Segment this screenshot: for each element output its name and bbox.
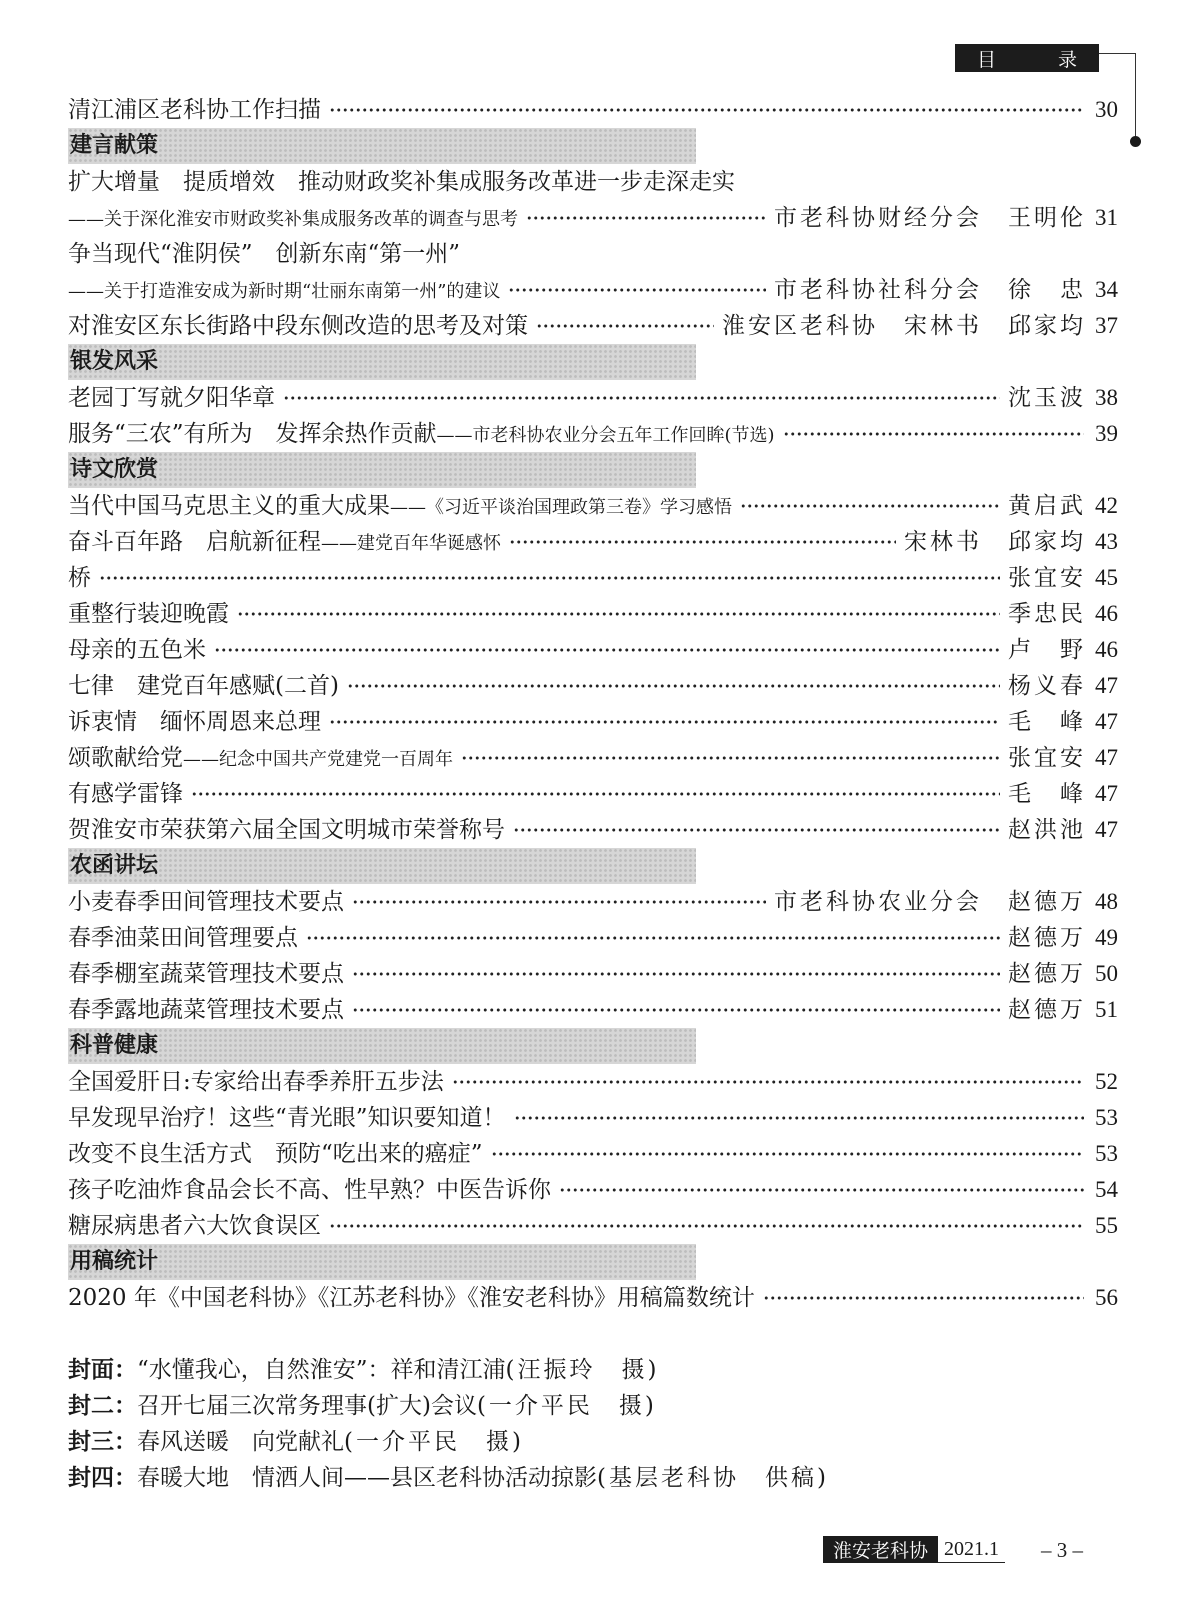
- entry-author: 赵洪池: [1008, 817, 1086, 843]
- entry-title-text: 老园丁写就夕阳华章: [68, 385, 275, 411]
- entry-author: 张宜安: [1008, 565, 1086, 591]
- toc-entry[interactable]: [68, 380, 1118, 416]
- toc-entry[interactable]: [68, 308, 1118, 344]
- entry-page: 45: [1095, 565, 1118, 590]
- header-bracket-line: [1099, 53, 1136, 54]
- entry-title-text: 扩大增量 提质增效 推动财政奖补集成服务改革进一步走深走实: [68, 169, 735, 195]
- entry-title-text: 春季油菜田间管理要点: [68, 925, 298, 951]
- entry-title-text: 七律 建党百年感赋(二首): [68, 673, 339, 699]
- toc-entry[interactable]: [68, 200, 1118, 236]
- entry-page: 47: [1095, 817, 1118, 842]
- leader-dots: [509, 537, 896, 547]
- entry-author: 市老科协农业分会 赵德万: [774, 889, 1086, 915]
- entry-page: 47: [1095, 745, 1118, 770]
- toc-entry[interactable]: [68, 1280, 1118, 1316]
- leader-dots: [536, 321, 714, 331]
- leader-dots: [461, 753, 1000, 763]
- entry-subtitle: ——纪念中国共产党建党一百周年: [183, 749, 453, 770]
- entry-page: 48: [1095, 889, 1118, 914]
- entry-title-text: 桥: [68, 565, 91, 591]
- entry-author: 赵德万: [1008, 925, 1086, 951]
- entry-author: 张宜安: [1008, 745, 1086, 771]
- entry-author: 宋林书 邱家均: [904, 529, 1086, 555]
- toc-entry[interactable]: [68, 560, 1118, 596]
- toc-entry[interactable]: [68, 812, 1118, 848]
- entry-page: 52: [1095, 1069, 1118, 1094]
- entry-page: 53: [1095, 1141, 1118, 1166]
- entry-title: [68, 1064, 444, 1100]
- leader-dots: [352, 1005, 1000, 1015]
- header-char-left: 目: [977, 48, 997, 71]
- entry-page: 49: [1095, 925, 1118, 950]
- entry-page: 47: [1095, 673, 1118, 698]
- entry-page: 34: [1095, 277, 1118, 302]
- entry-subtitle: ——建党百年华诞感怀: [321, 533, 501, 554]
- section-heading: 诗文欣赏: [68, 452, 696, 488]
- leader-dots: [559, 1185, 1084, 1195]
- entry-title-text: 改变不良生活方式 预防“吃出来的癌症”: [68, 1141, 483, 1167]
- leader-dots: [237, 609, 1000, 619]
- toc-entry[interactable]: [68, 956, 1118, 992]
- leader-dots: [99, 573, 1000, 583]
- entry-title-text: 春季露地蔬菜管理技术要点: [68, 997, 344, 1023]
- entry-title: [68, 920, 298, 956]
- leader-dots: [329, 1221, 1084, 1231]
- toc-entry[interactable]: [68, 164, 1118, 200]
- entry-title: [68, 596, 229, 632]
- toc-entry[interactable]: [68, 596, 1118, 632]
- header-bracket-drop: [1135, 53, 1136, 141]
- entry-title: [68, 236, 460, 272]
- entry-page: 46: [1095, 637, 1118, 662]
- entry-author: 沈玉波: [1008, 385, 1086, 411]
- toc-entry[interactable]: [68, 1208, 1118, 1244]
- toc-entry[interactable]: [68, 704, 1118, 740]
- leader-dots: [468, 249, 1084, 259]
- entry-author: 赵德万: [1008, 997, 1086, 1023]
- entry-author: 黄启武: [1008, 493, 1086, 519]
- toc-entry[interactable]: [68, 668, 1118, 704]
- cover-text: 春风送暖 向党献礼: [137, 1429, 344, 1455]
- toc-header-label: [955, 44, 1099, 72]
- entry-page: 56: [1095, 1285, 1118, 1310]
- entry-author: 赵德万: [1008, 961, 1086, 987]
- entry-page: 47: [1095, 781, 1118, 806]
- toc-entry[interactable]: [68, 1064, 1118, 1100]
- entry-title: [68, 704, 321, 740]
- cover-caption: [68, 1424, 1118, 1460]
- header-char-right: 录: [1057, 48, 1077, 71]
- entry-title-text: 重整行装迎晚霞: [68, 601, 229, 627]
- toc-entry[interactable]: [68, 632, 1118, 668]
- leader-dots: [763, 1293, 1084, 1303]
- cover-label: 封三：: [68, 1429, 137, 1455]
- leader-dots: [452, 1077, 1084, 1087]
- leader-dots: [352, 969, 1000, 979]
- leader-dots: [740, 501, 1000, 511]
- leader-dots: [508, 285, 766, 295]
- entry-page: 55: [1095, 1213, 1118, 1238]
- page-number: – 3 –: [1041, 1538, 1083, 1562]
- cover-text: “水懂我心，自然淮安”：祥和清江浦: [137, 1357, 506, 1383]
- entry-title: [68, 308, 528, 344]
- section-heading: 用稿统计: [68, 1244, 696, 1280]
- cover-text: 召开七届三次常务理事(扩大)会议: [137, 1393, 477, 1419]
- leader-dots: [743, 177, 1084, 187]
- entry-title: [68, 380, 275, 416]
- cover-label: 封面：: [68, 1357, 137, 1383]
- cover-label: 封二：: [68, 1393, 137, 1419]
- entry-title: [68, 92, 321, 128]
- entry-page: 43: [1095, 529, 1118, 554]
- entry-title-text: 有感学雷锋: [68, 781, 183, 807]
- entry-page: 37: [1095, 313, 1118, 338]
- entry-title-text: 2020 年《中国老科协》《江苏老科协》《淮安老科协》用稿篇数统计: [68, 1285, 755, 1311]
- entry-author: 淮安区老科协 宋林书 邱家均: [722, 313, 1086, 339]
- issue-number: 2021.1: [938, 1536, 1005, 1563]
- cover-credit: (一介平民 摄): [476, 1393, 657, 1419]
- toc-entry[interactable]: [68, 884, 1118, 920]
- entry-title: [68, 812, 505, 848]
- entry-title: [68, 272, 500, 310]
- entry-author: 毛 峰: [1008, 781, 1086, 807]
- entry-title-text: 争当现代“淮阴侯” 创新东南“第一州”: [68, 241, 461, 267]
- leader-dots: [329, 105, 1084, 115]
- leader-dots: [347, 681, 1000, 691]
- entry-title-text: 孩子吃油炸食品会长不高、性早熟？中医告诉你: [68, 1177, 551, 1203]
- leader-dots: [214, 645, 1000, 655]
- entry-title-text: 小麦春季田间管理技术要点: [68, 889, 344, 915]
- entry-page: 42: [1095, 493, 1118, 518]
- entry-subtitle: ——市老科协农业分会五年工作回眸(节选): [436, 425, 775, 446]
- table-of-contents: [68, 92, 1118, 1496]
- cover-caption: [68, 1388, 1118, 1424]
- entry-title: [68, 956, 344, 992]
- leader-dots: [526, 213, 766, 223]
- entry-author: 卢 野: [1008, 637, 1086, 663]
- leader-dots: [783, 429, 1084, 439]
- entry-author: 市老科协财经分会 王明伦: [774, 205, 1086, 231]
- leader-dots: [306, 933, 1000, 943]
- cover-text: 春暖大地 情洒人间——县区老科协活动掠影: [137, 1465, 597, 1491]
- toc-entry[interactable]: [68, 236, 1118, 272]
- entry-author: 杨义春: [1008, 673, 1086, 699]
- entry-title-text: 诉衷情 缅怀周恩来总理: [68, 709, 321, 735]
- entry-title: [68, 632, 206, 668]
- toc-entry[interactable]: [68, 524, 1118, 560]
- entry-title: [68, 668, 339, 704]
- toc-entry[interactable]: [68, 920, 1118, 956]
- entry-title: [68, 488, 732, 526]
- entry-title: [68, 1172, 551, 1208]
- entry-author: 季忠民: [1008, 601, 1086, 627]
- toc-entry[interactable]: [68, 1136, 1118, 1172]
- entry-title-text: 当代中国马克思主义的重大成果: [68, 493, 390, 519]
- toc-entry[interactable]: [68, 776, 1118, 812]
- toc-entry[interactable]: [68, 992, 1118, 1028]
- entry-title-text: 奋斗百年路 启航新征程: [68, 529, 321, 555]
- entry-title: [68, 164, 735, 200]
- toc-entry[interactable]: [68, 416, 1118, 452]
- toc-entry[interactable]: [68, 1172, 1118, 1208]
- entry-page: 50: [1095, 961, 1118, 986]
- section-heading: 科普健康: [68, 1028, 696, 1064]
- entry-title-text: 颂歌献给党: [68, 745, 183, 771]
- entry-title-text: 糖尿病患者六大饮食误区: [68, 1213, 321, 1239]
- cover-caption: [68, 1352, 1118, 1388]
- leader-dots: [491, 1149, 1084, 1159]
- entry-title: [68, 884, 344, 920]
- header-bracket-dot-icon: [1130, 136, 1141, 147]
- toc-entry[interactable]: [68, 740, 1118, 776]
- entry-author: 毛 峰: [1008, 709, 1086, 735]
- entry-title-text: 服务“三农”有所为 发挥余热作贡献: [68, 421, 437, 447]
- entry-page: 31: [1095, 205, 1118, 230]
- toc-entry[interactable]: [68, 1100, 1118, 1136]
- entry-title-text: 清江浦区老科协工作扫描: [68, 97, 321, 123]
- cover-credit: (基层老科协 供稿): [597, 1465, 829, 1491]
- entry-author: 市老科协社科分会 徐 忠: [774, 277, 1086, 303]
- entry-title-text: 全国爱肝日:专家给出春季养肝五步法: [68, 1069, 444, 1095]
- entry-title: [68, 1100, 506, 1136]
- entry-title: [68, 524, 501, 562]
- toc-entry[interactable]: [68, 488, 1118, 524]
- entry-subtitle: ——《习近平谈治国理政第三卷》学习感悟: [390, 497, 732, 518]
- entry-page: 30: [1095, 97, 1118, 122]
- entry-subtitle: ——关于打造淮安成为新时期“壮丽东南第一州”的建议: [68, 281, 501, 302]
- entry-title-text: 贺淮安市荣获第六届全国文明城市荣誉称号: [68, 817, 505, 843]
- entry-page: 51: [1095, 997, 1118, 1022]
- leader-dots: [514, 1113, 1084, 1123]
- entry-title: [68, 560, 91, 596]
- leader-dots: [283, 393, 1000, 403]
- entry-title: [68, 1280, 755, 1316]
- page-footer: [823, 1536, 1083, 1563]
- leader-dots: [513, 825, 1000, 835]
- entry-title: [68, 992, 344, 1028]
- leader-dots: [191, 789, 1000, 799]
- cover-credit: (汪振玲 摄): [505, 1357, 660, 1383]
- entry-title-text: 早发现早治疗！这些“青光眼”知识要知道！: [68, 1105, 506, 1131]
- entry-title-text: 母亲的五色米: [68, 637, 206, 663]
- entry-title: [68, 776, 183, 812]
- section-heading: 银发风采: [68, 344, 696, 380]
- toc-entry[interactable]: [68, 92, 1118, 128]
- entry-page: 53: [1095, 1105, 1118, 1130]
- journal-name: 淮安老科协: [823, 1536, 938, 1563]
- section-heading: 农函讲坛: [68, 848, 696, 884]
- entry-title: [68, 200, 518, 238]
- entry-title: [68, 1208, 321, 1244]
- cover-label: 封四：: [68, 1465, 137, 1491]
- entry-subtitle: ——关于深化淮安市财政奖补集成服务改革的调查与思考: [68, 209, 518, 230]
- entry-title-text: 对淮安区东长街路中段东侧改造的思考及对策: [68, 313, 528, 339]
- cover-caption: [68, 1460, 1118, 1496]
- cover-credit: (一介平民 摄): [344, 1429, 524, 1455]
- leader-dots: [352, 897, 766, 907]
- entry-page: 46: [1095, 601, 1118, 626]
- entry-page: 39: [1095, 421, 1118, 446]
- entry-title: [68, 416, 775, 454]
- entry-page: 54: [1095, 1177, 1118, 1202]
- entry-page: 38: [1095, 385, 1118, 410]
- entry-title: [68, 740, 453, 778]
- entry-title: [68, 1136, 483, 1172]
- entry-page: 47: [1095, 709, 1118, 734]
- toc-entry[interactable]: [68, 272, 1118, 308]
- entry-title-text: 春季棚室蔬菜管理技术要点: [68, 961, 344, 987]
- section-heading: 建言献策: [68, 128, 696, 164]
- leader-dots: [329, 717, 1000, 727]
- spacer: [68, 1316, 1118, 1352]
